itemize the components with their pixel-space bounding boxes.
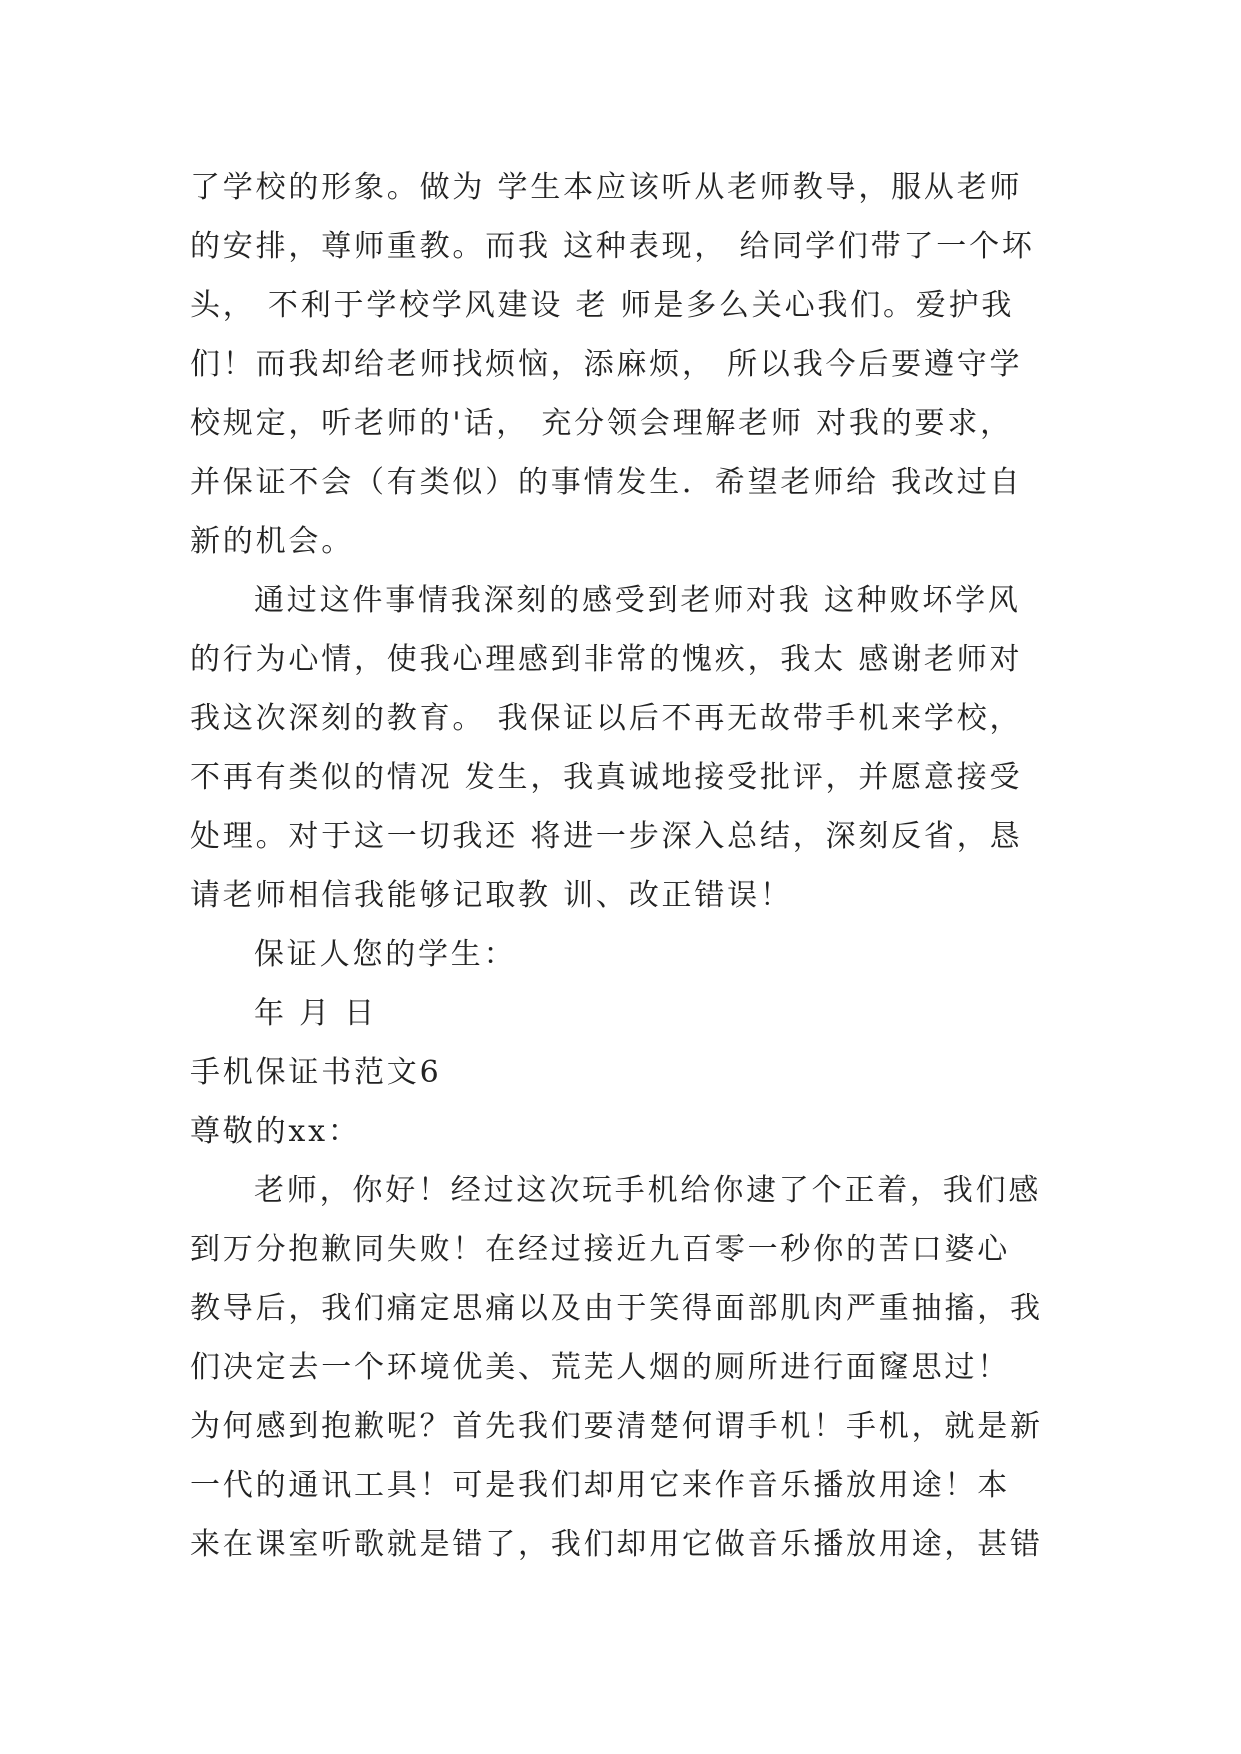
text-line: 教导后，我们痛定思痛以及由于笑得面部肌肉严重抽搐，我 [190,1291,1043,1326]
text-line: 的行为心情，使我心理感到非常的愧疚，我太 感谢老师对 [190,642,1023,677]
paragraph-first-line: 老师，你好！经过这次玩手机给你逮了个正着，我们感 [254,1173,1042,1208]
text-line: 一代的通讯工具！可是我们却用它来作音乐播放用途！本 [190,1468,1010,1503]
text-line: 处理。对于这一切我还 将进一步深入总结，深刻反省，恳 [190,819,1023,854]
text-line: 我这次深刻的教育。 我保证以后不再无故带手机来学校， [190,701,1023,736]
text-line: 们！而我却给老师找烦恼，添麻烦， 所以我今后要遵守学 [190,347,1023,382]
text-line: 校规定，听老师的'话， 充分领会理解老师 对我的要求， [190,406,1013,441]
text-line: 的安排，尊师重教。而我 这种表现， 给同学们带了一个坏 [190,229,1035,264]
section-heading: 手机保证书范文6 [190,1055,442,1090]
text-line: 并保证不会（有类似）的事情发生．希望老师给 我改过自 [190,465,1023,500]
salutation: 尊敬的xx： [190,1114,361,1149]
text-line: 为何感到抱歉呢？首先我们要清楚何谓手机！手机，就是新 [190,1409,1043,1444]
document-body [190,158,1050,1574]
paragraph-first-line: 通过这件事情我深刻的感受到老师对我 这种败坏学风 [254,583,1021,618]
text-line: 头， 不利于学校学风建设 老 师是多么关心我们。爱护我 [190,288,1015,323]
text-line: 请老师相信我能够记取教 训、改正错误！ [190,878,793,913]
text-line: 不再有类似的情况 发生，我真诚地接受批评，并愿意接受 [190,760,1023,795]
text-line: 了学校的形象。做为 学生本应该听从老师教导，服从老师 [190,170,1023,205]
text-line: 新的机会。 [190,524,354,559]
signature-line: 保证人您的学生： [254,937,517,972]
text-line: 们决定去一个环境优美、荒芜人烟的厕所进行面窿思过！ [190,1350,1010,1385]
date-line: 年 月 日 [254,996,378,1031]
text-line: 来在课室听歌就是错了，我们却用它做音乐播放用途，甚错 [190,1527,1043,1562]
text-line: 到万分抱歉同失败！在经过接近九百零一秒你的苦口婆心 [190,1232,1010,1267]
